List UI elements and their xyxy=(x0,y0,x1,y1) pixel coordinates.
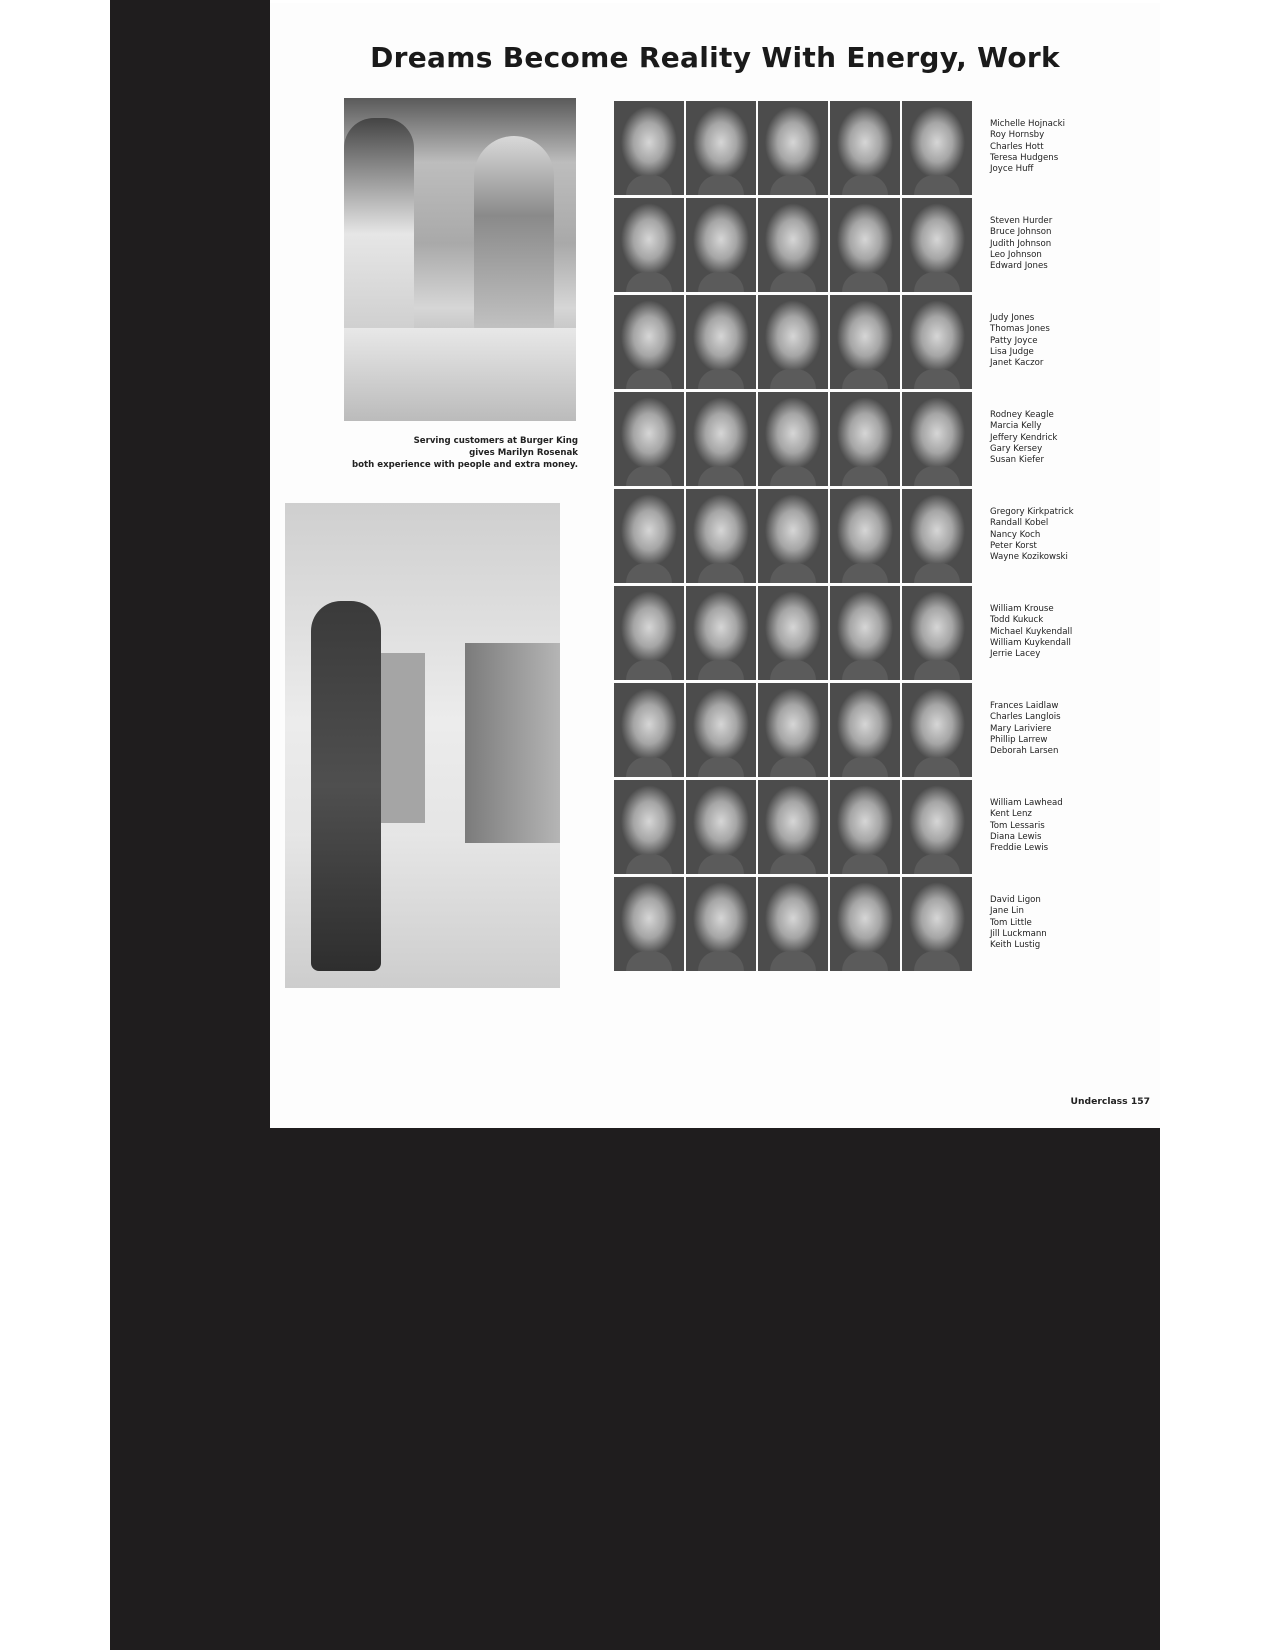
portrait-row xyxy=(614,489,976,586)
student-name: Michelle Hojnacki xyxy=(990,119,1065,129)
burger-king-photo xyxy=(344,98,576,421)
student-portrait xyxy=(686,877,756,971)
student-name: Charles Langlois xyxy=(990,712,1061,723)
student-portrait xyxy=(830,489,900,583)
student-portrait xyxy=(902,198,972,292)
student-name: William Lawhead xyxy=(990,798,1063,808)
portrait-row xyxy=(614,780,976,877)
student-portrait xyxy=(614,683,684,777)
student-portrait xyxy=(614,780,684,874)
name-list xyxy=(990,798,1150,854)
student-portrait xyxy=(902,489,972,583)
name-list xyxy=(990,119,1150,175)
student-portrait xyxy=(686,683,756,777)
yearbook-page xyxy=(270,3,1160,1128)
student-portrait xyxy=(686,489,756,583)
student-name: Frances Laidlaw xyxy=(990,701,1059,711)
student-name: Teresa Hudgens xyxy=(990,152,1059,163)
student-portrait xyxy=(830,683,900,777)
student-portrait xyxy=(614,877,684,971)
student-portrait xyxy=(902,586,972,680)
student-portrait xyxy=(686,101,756,195)
portrait-row xyxy=(614,683,976,780)
student-portrait xyxy=(686,198,756,292)
name-list xyxy=(990,313,1150,369)
student-name: Jerrie Lacey xyxy=(990,649,1041,660)
student-portrait xyxy=(686,295,756,389)
student-name: David Ligon xyxy=(990,895,1041,905)
caption-line: gives Marilyn Rosenak xyxy=(469,448,578,458)
student-name: Todd Kukuck xyxy=(990,615,1044,626)
student-name: Tom Little xyxy=(990,917,1032,928)
portrait-row xyxy=(614,877,976,974)
student-portrait xyxy=(686,392,756,486)
page-title: Dreams Become Reality With Energy, Work xyxy=(370,41,1060,74)
student-name: Peter Korst xyxy=(990,540,1037,551)
student-name: Charles Hott xyxy=(990,141,1044,152)
student-portrait xyxy=(686,780,756,874)
student-portrait xyxy=(758,780,828,874)
student-portrait xyxy=(830,295,900,389)
student-name: Phillip Larrew xyxy=(990,734,1048,745)
name-list xyxy=(990,410,1150,466)
student-portrait xyxy=(830,877,900,971)
student-name: Wayne Kozikowski xyxy=(990,552,1068,563)
page-folio: Underclass 157 xyxy=(1070,1096,1150,1107)
student-name: Jill Luckmann xyxy=(990,928,1047,939)
student-name: Thomas Jones xyxy=(990,324,1050,335)
student-portrait xyxy=(614,489,684,583)
student-portrait xyxy=(830,198,900,292)
caption-line: Serving customers at Burger King xyxy=(413,436,578,446)
student-name: Lisa Judge xyxy=(990,346,1034,357)
student-name: Patty Joyce xyxy=(990,335,1038,346)
student-portrait xyxy=(902,683,972,777)
student-name: Randall Kobel xyxy=(990,518,1049,529)
student-name: William Kuykendall xyxy=(990,637,1071,648)
student-name: Freddie Lewis xyxy=(990,843,1049,854)
student-name: Janet Kaczor xyxy=(990,358,1044,369)
student-portrait xyxy=(902,780,972,874)
student-portrait xyxy=(614,392,684,486)
caption-line: both experience with people and extra money. xyxy=(351,460,578,470)
counter xyxy=(344,328,576,421)
student-name: Roy Hornsby xyxy=(990,130,1045,141)
student-name: Judith Johnson xyxy=(990,238,1052,249)
student-portrait xyxy=(758,877,828,971)
student-name: Edward Jones xyxy=(990,261,1048,272)
student-name: Diana Lewis xyxy=(990,831,1042,842)
portrait-row xyxy=(614,586,976,683)
scan-bottom-area xyxy=(110,1128,1160,1650)
student-portrait xyxy=(686,586,756,680)
student-portrait xyxy=(758,586,828,680)
student-name: Steven Hurder xyxy=(990,216,1053,226)
student-portrait xyxy=(830,780,900,874)
student-portrait xyxy=(830,101,900,195)
portrait-row xyxy=(614,198,976,295)
hallway-photo xyxy=(285,503,560,988)
student-portrait xyxy=(758,295,828,389)
portrait-row xyxy=(614,392,976,489)
student-name: Susan Kiefer xyxy=(990,455,1044,466)
name-list xyxy=(990,604,1150,660)
student-name: Gregory Kirkpatrick xyxy=(990,507,1074,517)
student-name: Mary Lariviere xyxy=(990,723,1052,734)
student-portrait xyxy=(758,198,828,292)
portrait-row xyxy=(614,295,976,392)
portrait-grid xyxy=(614,101,976,974)
student-portrait xyxy=(758,683,828,777)
student-name: Marcia Kelly xyxy=(990,421,1042,432)
student-portrait xyxy=(758,101,828,195)
name-list xyxy=(990,216,1150,272)
student-portrait xyxy=(902,295,972,389)
name-list xyxy=(990,701,1150,757)
portrait-row xyxy=(614,101,976,198)
student-figure xyxy=(311,601,381,971)
student-portrait xyxy=(830,392,900,486)
student-name: Deborah Larsen xyxy=(990,746,1059,757)
student-name: Kent Lenz xyxy=(990,809,1032,820)
student-name: Tom Lessaris xyxy=(990,820,1045,831)
student-name: Michael Kuykendall xyxy=(990,626,1073,637)
name-list xyxy=(990,507,1150,563)
student-portrait xyxy=(902,877,972,971)
student-portrait xyxy=(614,198,684,292)
student-name: Gary Kersey xyxy=(990,443,1043,454)
student-name: Bruce Johnson xyxy=(990,227,1052,238)
student-portrait xyxy=(902,392,972,486)
hallway-wall xyxy=(465,643,560,843)
name-list xyxy=(990,895,1150,951)
student-name: Keith Lustig xyxy=(990,940,1041,951)
student-portrait xyxy=(614,101,684,195)
student-portrait xyxy=(830,586,900,680)
student-portrait xyxy=(614,586,684,680)
student-portrait xyxy=(902,101,972,195)
server-figure xyxy=(474,136,554,336)
student-name: Jeffery Kendrick xyxy=(990,432,1058,443)
student-name: Judy Jones xyxy=(990,313,1035,323)
student-name: Leo Johnson xyxy=(990,249,1042,260)
student-portrait xyxy=(614,295,684,389)
student-name: William Krouse xyxy=(990,604,1054,614)
student-portrait xyxy=(758,489,828,583)
student-name: Joyce Huff xyxy=(990,164,1034,175)
student-name: Nancy Koch xyxy=(990,529,1041,540)
photo-caption xyxy=(320,435,578,471)
student-portrait xyxy=(758,392,828,486)
student-name: Jane Lin xyxy=(990,906,1024,917)
student-name: Rodney Keagle xyxy=(990,410,1054,420)
